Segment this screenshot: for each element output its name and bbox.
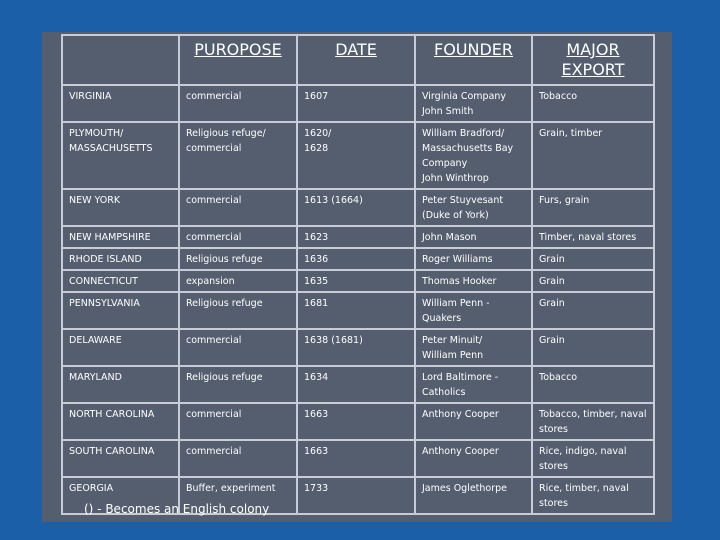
- cell-colony: NEW HAMPSHIRE: [62, 226, 179, 248]
- cell-colony: RHODE ISLAND: [62, 248, 179, 270]
- cell-date: 1681: [297, 292, 415, 329]
- header-purpose: PUROPOSE: [179, 35, 297, 85]
- table-row: [62, 248, 654, 270]
- cell-export: Grain: [532, 270, 654, 292]
- cell-purpose: expansion: [179, 270, 297, 292]
- cell-date: 1636: [297, 248, 415, 270]
- cell-colony: VIRGINIA: [62, 85, 179, 122]
- cell-date: 1613 (1664): [297, 189, 415, 226]
- colonies-table: [61, 34, 655, 515]
- cell-colony: NORTH CAROLINA: [62, 403, 179, 440]
- table-row: [62, 270, 654, 292]
- cell-purpose: Religious refuge: [179, 292, 297, 329]
- cell-purpose: Buffer, experiment: [179, 477, 297, 514]
- cell-date: 1663: [297, 403, 415, 440]
- cell-colony: PLYMOUTH/ MASSACHUSETTS: [62, 122, 179, 189]
- cell-purpose: commercial: [179, 440, 297, 477]
- cell-export: Rice, indigo, naval stores: [532, 440, 654, 477]
- cell-export: Grain: [532, 248, 654, 270]
- cell-purpose: Religious refuge: [179, 366, 297, 403]
- table-header-row: [62, 35, 654, 85]
- cell-purpose: commercial: [179, 85, 297, 122]
- footnote: () - Becomes an English colony: [84, 502, 270, 516]
- cell-founder: Anthony Cooper: [415, 403, 532, 440]
- cell-export: Tobacco, timber, naval stores: [532, 403, 654, 440]
- cell-colony: NEW YORK: [62, 189, 179, 226]
- cell-colony: MARYLAND: [62, 366, 179, 403]
- table-row: [62, 85, 654, 122]
- header-colony: [62, 35, 179, 85]
- cell-export: Grain, timber: [532, 122, 654, 189]
- cell-purpose: Religious refuge/ commercial: [179, 122, 297, 189]
- cell-date: 1635: [297, 270, 415, 292]
- cell-date: 1733: [297, 477, 415, 514]
- table-row: [62, 329, 654, 366]
- table-row: [62, 366, 654, 403]
- cell-date: 1607: [297, 85, 415, 122]
- header-major-export: MAJOR EXPORT: [532, 35, 654, 85]
- cell-founder: William Bradford/ Massachusetts Bay Company John Winthrop: [415, 122, 532, 189]
- cell-export: Tobacco: [532, 85, 654, 122]
- cell-founder: Roger Williams: [415, 248, 532, 270]
- cell-date: 1623: [297, 226, 415, 248]
- cell-colony: PENNSYLVANIA: [62, 292, 179, 329]
- cell-founder: Thomas Hooker: [415, 270, 532, 292]
- table-row: [62, 403, 654, 440]
- cell-purpose: commercial: [179, 329, 297, 366]
- header-founder: FOUNDER: [415, 35, 532, 85]
- cell-purpose: commercial: [179, 189, 297, 226]
- cell-purpose: commercial: [179, 226, 297, 248]
- cell-founder: Peter Stuyvesant (Duke of York): [415, 189, 532, 226]
- cell-founder: James Oglethorpe: [415, 477, 532, 514]
- table-row: [62, 226, 654, 248]
- table-row: [62, 122, 654, 189]
- cell-purpose: commercial: [179, 403, 297, 440]
- cell-founder: Virginia Company John Smith: [415, 85, 532, 122]
- cell-founder: William Penn - Quakers: [415, 292, 532, 329]
- cell-founder: Anthony Cooper: [415, 440, 532, 477]
- cell-founder: John Mason: [415, 226, 532, 248]
- cell-colony: GEORGIA: [62, 477, 179, 514]
- cell-export: Tobacco: [532, 366, 654, 403]
- cell-export: Grain: [532, 292, 654, 329]
- cell-export: Furs, grain: [532, 189, 654, 226]
- cell-date: 1634: [297, 366, 415, 403]
- cell-export: Timber, naval stores: [532, 226, 654, 248]
- cell-date: 1620/ 1628: [297, 122, 415, 189]
- table-row: [62, 292, 654, 329]
- cell-founder: Peter Minuit/ William Penn: [415, 329, 532, 366]
- cell-founder: Lord Baltimore - Catholics: [415, 366, 532, 403]
- cell-date: 1663: [297, 440, 415, 477]
- cell-date: 1638 (1681): [297, 329, 415, 366]
- header-date: DATE: [297, 35, 415, 85]
- cell-colony: DELAWARE: [62, 329, 179, 366]
- table-body: [62, 85, 654, 514]
- cell-colony: CONNECTICUT: [62, 270, 179, 292]
- cell-export: Rice, timber, naval stores: [532, 477, 654, 514]
- table-row: [62, 189, 654, 226]
- cell-purpose: Religious refuge: [179, 248, 297, 270]
- cell-colony: SOUTH CAROLINA: [62, 440, 179, 477]
- cell-export: Grain: [532, 329, 654, 366]
- table-row: [62, 440, 654, 477]
